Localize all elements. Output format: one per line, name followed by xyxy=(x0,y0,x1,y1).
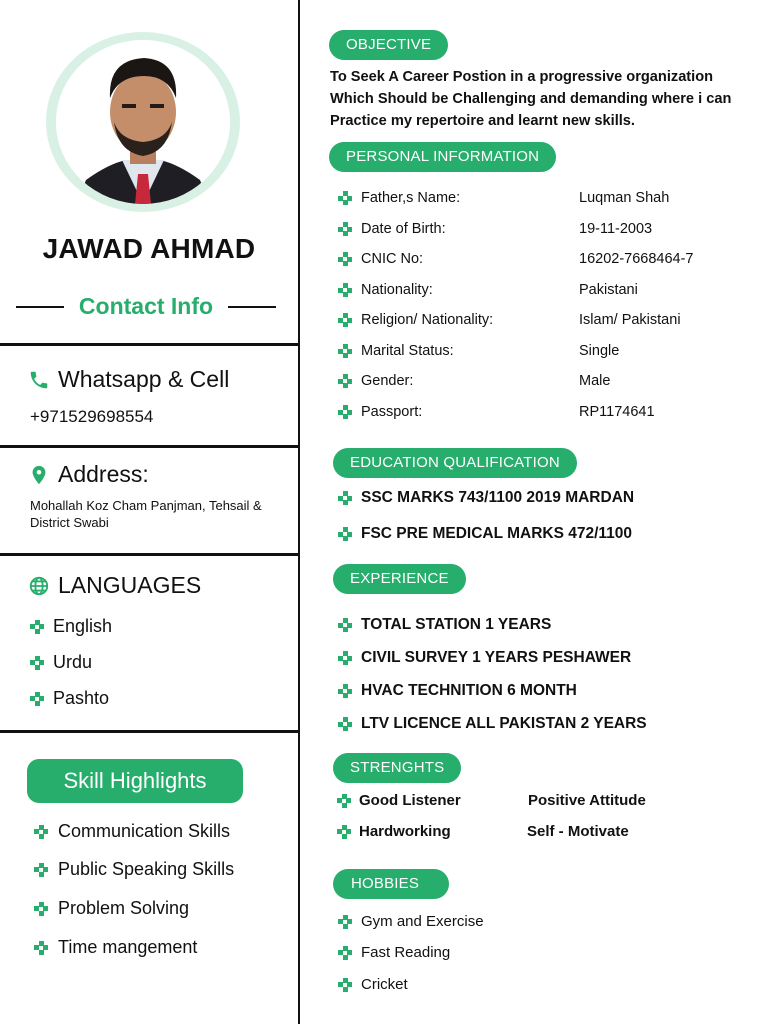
strength-item xyxy=(527,823,629,840)
info-value: RP1174641 xyxy=(579,404,655,420)
skill-item xyxy=(34,821,230,842)
divider-line xyxy=(228,306,276,308)
section-divider xyxy=(0,553,298,556)
personal-info-row xyxy=(338,282,638,298)
strength-item xyxy=(337,792,461,809)
experience-item xyxy=(338,616,551,634)
bullet-icon xyxy=(338,978,352,992)
personal-info-row xyxy=(338,404,655,420)
language-item xyxy=(30,688,109,709)
skill-label: Problem Solving xyxy=(58,898,190,918)
info-value: Luqman Shah xyxy=(579,190,670,206)
location-pin-icon xyxy=(28,464,50,486)
language-item xyxy=(30,616,112,637)
experience-label: HVAC TECHNITION 6 MONTH xyxy=(361,682,577,699)
personal-information-title: PERSONAL INFORMATION xyxy=(329,142,556,172)
language-label: Urdu xyxy=(53,652,93,672)
info-label: Date of Birth: xyxy=(361,221,446,237)
personal-info-row xyxy=(338,251,694,267)
experience-label: CIVIL SURVEY 1 YEARS PESHAWER xyxy=(361,649,632,666)
experience-title: EXPERIENCE xyxy=(333,564,466,594)
hobbies-title: HOBBIES xyxy=(333,869,449,899)
hobby-item xyxy=(338,944,450,961)
info-value: 16202-7668464-7 xyxy=(579,251,694,267)
experience-item xyxy=(338,649,631,667)
info-label: Nationality: xyxy=(361,282,433,298)
info-label: Father,s Name: xyxy=(361,190,461,206)
education-item xyxy=(338,489,634,507)
hobby-item xyxy=(338,913,484,930)
bullet-icon xyxy=(338,405,352,419)
hobby-label: Fast Reading xyxy=(361,944,451,961)
experience-label: TOTAL STATION 1 YEARS xyxy=(361,616,552,633)
education-title: EDUCATION QUALIFICATION xyxy=(333,448,577,478)
education-label: SSC MARKS 743/1100 2019 MARDAN xyxy=(361,489,635,506)
language-label: English xyxy=(53,616,113,636)
address-label: Address: xyxy=(58,461,149,487)
bullet-icon xyxy=(338,222,352,236)
languages-title xyxy=(28,572,201,599)
skill-label: Communication Skills xyxy=(58,821,231,841)
hobby-item xyxy=(338,976,408,993)
sidebar xyxy=(0,0,298,1024)
profile-photo xyxy=(56,40,230,204)
section-divider xyxy=(0,445,298,448)
globe-icon xyxy=(28,575,50,597)
skill-highlights-title: Skill Highlights xyxy=(27,759,243,803)
strength-label: Good Listener xyxy=(359,792,461,809)
bullet-icon xyxy=(34,941,48,955)
education-item xyxy=(338,525,632,543)
personal-info-row xyxy=(338,373,611,389)
personal-info-row xyxy=(338,343,620,359)
personal-info-row xyxy=(338,221,653,237)
experience-item xyxy=(338,715,647,733)
candidate-name: JAWAD AHMAD xyxy=(42,233,256,264)
hobby-label: Gym and Exercise xyxy=(361,913,484,930)
contact-info-title: Contact Info xyxy=(78,293,214,319)
info-label: CNIC No: xyxy=(361,251,424,267)
bullet-icon xyxy=(34,863,48,877)
bullet-icon xyxy=(338,491,352,505)
experience-item xyxy=(338,682,577,700)
personal-info-row xyxy=(338,312,681,328)
whatsapp-title xyxy=(28,366,229,393)
column-divider xyxy=(298,0,300,1024)
skill-label: Public Speaking Skills xyxy=(58,859,235,879)
personal-info-row xyxy=(338,190,670,206)
bullet-icon xyxy=(338,252,352,266)
bullet-icon xyxy=(338,191,352,205)
objective-text: To Seek A Career Postion in a progressive organization Which Should be Challenging and demanding where i can Practice my repertoire and learnt new skills. xyxy=(330,69,732,129)
info-label: Gender: xyxy=(361,373,414,389)
info-value: Male xyxy=(579,373,611,389)
bullet-icon xyxy=(338,684,352,698)
bullet-icon xyxy=(338,527,352,541)
skill-item xyxy=(34,898,189,919)
skill-label: Time mangement xyxy=(58,937,198,957)
skill-item xyxy=(34,937,197,958)
info-value: 19-11-2003 xyxy=(579,221,653,237)
bullet-icon xyxy=(338,618,352,632)
bullet-icon xyxy=(338,915,352,929)
address-title xyxy=(28,461,149,488)
bullet-icon xyxy=(337,825,351,839)
address-text: Mohallah Koz Cham Panjman, Tehsail & District Swabi xyxy=(30,498,262,530)
bullet-icon xyxy=(338,344,352,358)
hobby-label: Cricket xyxy=(361,976,408,993)
strength-label: Positive Attitude xyxy=(528,792,646,809)
bullet-icon xyxy=(30,692,44,706)
strength-label: Self - Motivate xyxy=(527,823,629,840)
skill-item xyxy=(34,859,234,880)
strength-item xyxy=(337,823,451,840)
bullet-icon xyxy=(337,794,351,808)
info-value: Pakistani xyxy=(579,282,638,298)
language-item xyxy=(30,652,92,673)
objective-title: OBJECTIVE xyxy=(329,30,448,60)
language-label: Pashto xyxy=(53,688,110,708)
experience-label: LTV LICENCE ALL PAKISTAN 2 YEARS xyxy=(361,715,647,732)
whatsapp-label: Whatsapp & Cell xyxy=(58,366,230,392)
bullet-icon xyxy=(30,620,44,634)
bullet-icon xyxy=(338,283,352,297)
bullet-icon xyxy=(338,717,352,731)
info-label: Passport: xyxy=(361,404,423,420)
bullet-icon xyxy=(30,656,44,670)
info-label: Marital Status: xyxy=(361,343,454,359)
contact-info-heading xyxy=(16,292,276,322)
bullet-icon xyxy=(34,825,48,839)
phone-number: +971529698554 xyxy=(30,407,154,426)
bullet-icon xyxy=(338,313,352,327)
education-label: FSC PRE MEDICAL MARKS 472/1100 xyxy=(361,525,633,542)
phone-icon xyxy=(28,369,50,391)
bullet-icon xyxy=(338,374,352,388)
bullet-icon xyxy=(34,902,48,916)
info-value: Islam/ Pakistani xyxy=(579,312,681,328)
strength-item xyxy=(528,792,646,809)
info-label: Religion/ Nationality: xyxy=(361,312,494,328)
section-divider xyxy=(0,343,298,346)
strength-label: Hardworking xyxy=(359,823,451,840)
info-value: Single xyxy=(579,343,620,359)
section-divider xyxy=(0,730,298,733)
bullet-icon xyxy=(338,651,352,665)
strengths-title: STRENGHTS xyxy=(333,753,461,783)
languages-label: LANGUAGES xyxy=(58,572,202,598)
bullet-icon xyxy=(338,946,352,960)
